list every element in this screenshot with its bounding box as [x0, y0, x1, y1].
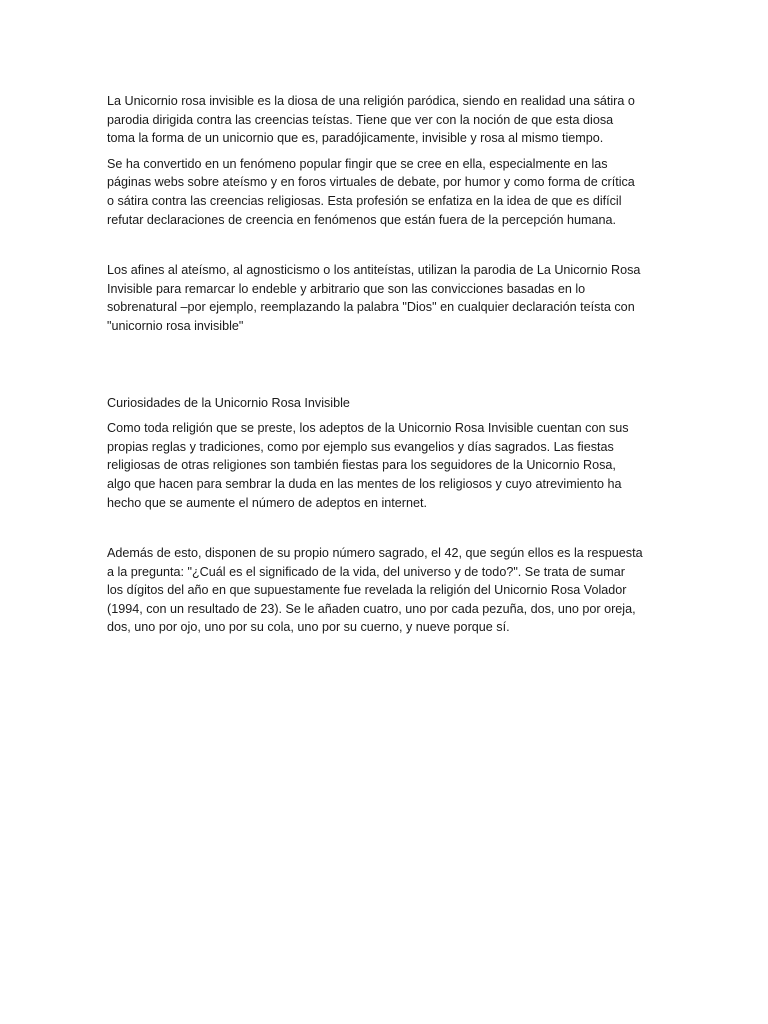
section-heading: Curiosidades de la Unicornio Rosa Invisible — [107, 395, 350, 410]
paragraph-traditions: Como toda religión que se preste, los adeptos de la Unicornio Rosa Invisible cuentan con sus propias reglas y tradiciones, como por ejemplo sus evangelios y días sagrados. Las fiestas religiosas de otras religiones son también fiestas para los seguidores de la Unicornio Rosa, algo que hacen para sembrar la duda en las mentes de los religiosos y cuyo atrevimiento ha hecho que se aumente el número de adeptos en internet. — [107, 421, 629, 510]
paragraph-intro: La Unicornio rosa invisible es la diosa de una religión paródica, siendo en realidad una sátira o parodia dirigida contra las creencias teístas. Tiene que ver con la noción de que esta diosa toma la forma de un unicornio que es, paradójicamente, invisible y rosa al mismo tiempo. — [107, 94, 635, 146]
paragraph-atheism: Los afines al ateísmo, al agnosticismo o los antiteístas, utilizan la parodia de La Unicornio Rosa Invisible para remarcar lo endeble y arbitrario que son las convicciones basadas en lo sobrenatural –por ejemplo, reemplazando la palabra "Dios" en cualquier declaración teísta con "unicornio rosa invisible" — [107, 263, 641, 333]
paragraph-popularity: Se ha convertido en un fenómeno popular fingir que se cree en ella, especialmente en las páginas webs sobre ateísmo y en foros virtuales de debate, por humor y como forma de crítica o sátira contra las creencias religiosas. Esta profesión se enfatiza en la idea de que es difícil refutar declaraciones de creencia en fenómenos que están fuera de la percepción humana. — [107, 156, 635, 227]
paragraph-sacred-number: Además de esto, disponen de su propio número sagrado, el 42, que según ellos es la respuesta a la pregunta: "¿Cuál es el significado de la vida, del universo y de todo?". Se trata de sumar los dígitos del año en que supuestamente fue revelada la religión del Unicornio Rosa Volador (1994, con un resultado de 23). Se le añaden cuatro, uno por cada pezuña, dos, uno por oreja, dos, uno por ojo, uno por su cola, uno por su cuerno, y nueve porque sí. — [107, 546, 643, 635]
document-body — [107, 92, 643, 637]
